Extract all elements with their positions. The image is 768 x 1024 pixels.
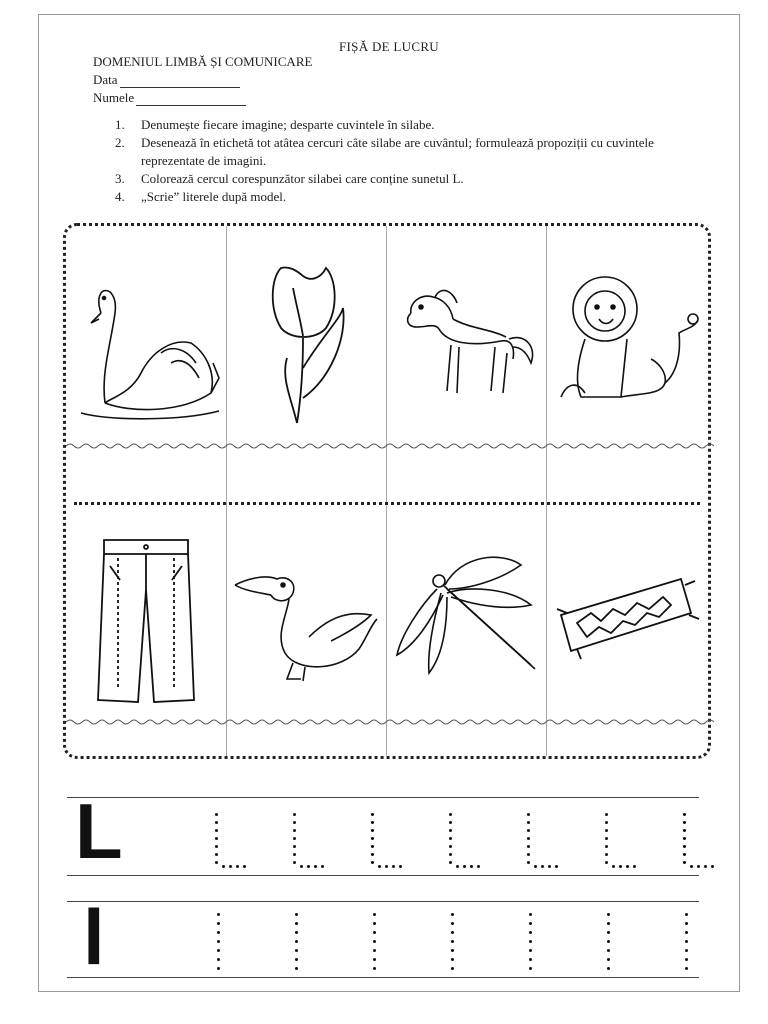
picture-cell [226,234,386,442]
trace-dot [451,922,454,925]
trace-dot [217,922,220,925]
instruction-text: Desenează în etichetă tot atâtea cercuri câte silabe are cuvântul; formulează propoziții cu cuvintele reprezentate de imagini. [141,135,654,168]
trace-dot [215,829,218,832]
trace-dot [371,845,374,848]
trace-dot [470,865,473,868]
trace-dot [605,853,608,856]
trace-dot [529,958,532,961]
trace-dot [683,853,686,856]
trace-dot [373,931,376,934]
guide-line [67,875,699,876]
date-line[interactable] [120,75,240,88]
trace-dot [683,813,686,816]
trace-dot [215,861,218,864]
instruction-number: 1. [115,117,125,132]
trace-dot [527,829,530,832]
trace-dot [683,861,686,864]
trace-dot [685,931,688,934]
trace-dot [685,958,688,961]
trace-dot [541,865,544,868]
trace-dot [293,861,296,864]
trace-dot [217,958,220,961]
trace-dot [392,865,395,868]
trace-dot [685,913,688,916]
instruction-item [115,134,715,170]
trace-dot [685,940,688,943]
instruction-item [115,116,715,134]
trace-dot [449,821,452,824]
trace-dot [215,853,218,856]
trace-dot [293,829,296,832]
trace-dot [215,821,218,824]
trace-dot [295,958,298,961]
trousers-icon [86,530,206,710]
trace-dot [307,865,310,868]
trace-dot [293,853,296,856]
picture-cell [66,516,226,724]
row-divider [74,502,700,505]
instruction-number: 2. [115,135,125,150]
trace-dot [463,865,466,868]
trace-dot [529,931,532,934]
picture-cell [546,234,706,442]
instruction-number: 4. [115,189,125,204]
guide-line [67,797,699,798]
trace-dot [449,813,452,816]
trace-dot [683,845,686,848]
trace-dot [295,967,298,970]
picture-cell [226,516,386,724]
writing-practice [67,787,699,987]
trace-dot [373,967,376,970]
trace-dot [295,931,298,934]
trace-dot [633,865,636,868]
trace-dot [527,853,530,856]
instruction-item [115,170,715,188]
trace-dot [300,865,303,868]
trace-dot [451,949,454,952]
trace-dot [217,940,220,943]
picture-cell [546,516,706,724]
trace-dot [449,845,452,848]
trace-dot [373,922,376,925]
trace-dot [527,821,530,824]
domain-heading: DOMENIUL LIMBĂ ȘI COMUNICARE [93,54,313,69]
trace-dot [385,865,388,868]
trace-dot [451,940,454,943]
trace-dot [527,813,530,816]
trace-dot [373,940,376,943]
trace-dot [605,821,608,824]
trace-dot [371,861,374,864]
trace-dot [607,958,610,961]
trace-dot [451,958,454,961]
worksheet-header [39,15,739,125]
razor-blade-icon [551,565,701,675]
label-strip-border [66,442,714,450]
picture-cell [386,234,546,442]
horse-icon [391,263,541,413]
trace-dot [373,958,376,961]
date-label: Data [93,72,118,87]
dragonfly-icon [391,545,541,695]
swan-icon [71,253,221,423]
trace-dot [371,821,374,824]
trace-dot [217,967,220,970]
trace-dot [373,949,376,952]
trace-dot [626,865,629,868]
trace-dot [236,865,239,868]
trace-dot [529,940,532,943]
trace-dot [607,913,610,916]
instruction-item [115,188,715,206]
trace-dot [529,913,532,916]
trace-dot [683,821,686,824]
worksheet-title: FIȘĂ DE LUCRU [339,39,439,54]
trace-dot [607,940,610,943]
instructions-list [115,116,715,206]
trace-dot [449,861,452,864]
trace-dot [293,821,296,824]
trace-dot [295,922,298,925]
trace-dot [607,922,610,925]
trace-dot [529,949,532,952]
model-letter-upper: L [75,787,123,875]
name-label: Numele [93,90,135,105]
trace-dot [704,865,707,868]
trace-dot [607,949,610,952]
trace-dot [229,865,232,868]
trace-dot [215,845,218,848]
trace-dot [685,922,688,925]
trace-dot [217,913,220,916]
trace-dot [711,865,714,868]
trace-dot [685,949,688,952]
guide-line [67,901,699,902]
picture-grid [63,223,711,759]
trace-dot [612,865,615,868]
trace-dot [295,913,298,916]
trace-dot [451,967,454,970]
trace-dot [683,829,686,832]
guide-line [67,977,699,978]
trace-dot [548,865,551,868]
trace-dot [451,931,454,934]
name-line[interactable] [136,93,246,106]
instruction-text: „Scrie” literele după model. [141,189,287,204]
trace-dot [690,865,693,868]
trace-dot [534,865,537,868]
trace-dot [321,865,324,868]
instruction-text: Colorează cercul corespunzător silabei care conține sunetul L. [141,171,464,186]
worksheet [38,14,740,992]
trace-dot [295,940,298,943]
pelican-icon [231,545,381,695]
trace-dot [371,829,374,832]
trace-dot [371,853,374,856]
trace-dot [378,865,381,868]
trace-dot [605,829,608,832]
trace-dot [217,949,220,952]
trace-dot [605,861,608,864]
trace-dot [215,837,218,840]
trace-dot [293,813,296,816]
trace-dot [295,949,298,952]
trace-dot [697,865,700,868]
name-field[interactable] [93,90,246,106]
trace-dot [293,845,296,848]
trace-dot [619,865,622,868]
trace-dot [451,913,454,916]
tulip-icon [231,248,381,428]
trace-dot [555,865,558,868]
trace-dot [217,931,220,934]
trace-dot [685,967,688,970]
lion-icon [551,263,701,413]
trace-dot [371,813,374,816]
instruction-number: 3. [115,171,125,186]
date-field[interactable] [93,72,240,88]
trace-dot [527,845,530,848]
trace-dot [293,837,296,840]
trace-dot [529,967,532,970]
model-letter-lower: l [83,893,105,981]
trace-dot [605,845,608,848]
trace-dot [243,865,246,868]
trace-dot [527,837,530,840]
trace-dot [605,837,608,840]
trace-dot [683,837,686,840]
trace-dot [215,813,218,816]
trace-dot [314,865,317,868]
trace-dot [607,967,610,970]
trace-dot [373,913,376,916]
picture-cell [66,234,226,442]
trace-dot [449,829,452,832]
label-strip-border [66,718,714,726]
trace-dot [529,922,532,925]
trace-dot [456,865,459,868]
trace-dot [371,837,374,840]
trace-dot [222,865,225,868]
trace-dot [399,865,402,868]
trace-dot [527,861,530,864]
trace-dot [607,931,610,934]
instruction-text: Denumește fiecare imagine; desparte cuvintele în silabe. [141,117,435,132]
trace-dot [477,865,480,868]
trace-dot [449,853,452,856]
trace-dot [605,813,608,816]
picture-cell [386,516,546,724]
trace-dot [449,837,452,840]
